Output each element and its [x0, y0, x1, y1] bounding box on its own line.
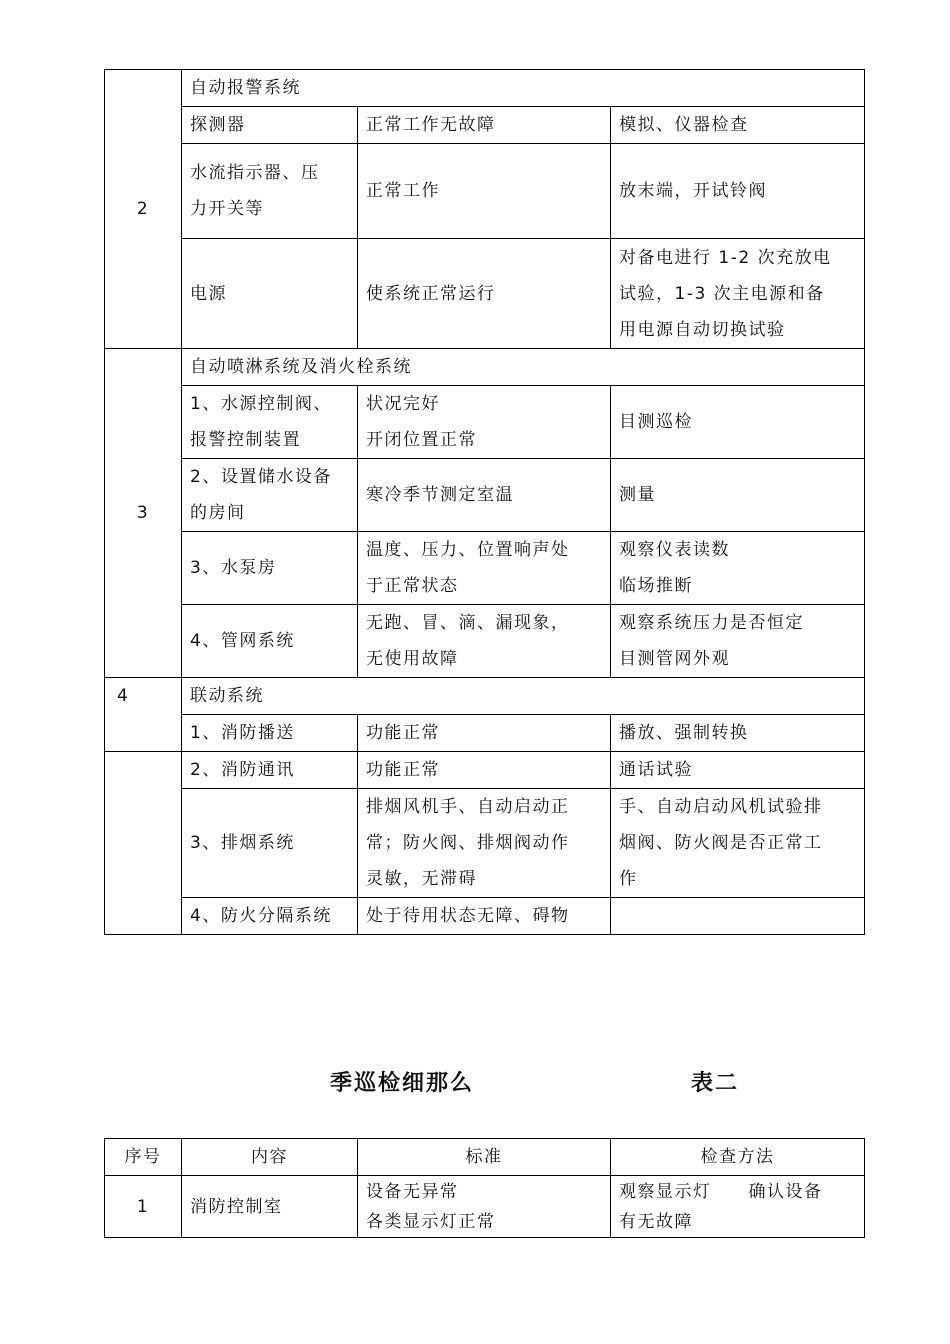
item-cell: 3、排烟系统: [182, 789, 358, 898]
row-number: 4: [105, 678, 182, 752]
item-cell: 4、防火分隔系统: [182, 898, 358, 935]
column-header-standard: 标准: [358, 1139, 611, 1176]
content-cell: 消防控制室: [182, 1176, 358, 1238]
standard-cell: 使系统正常运行: [358, 239, 611, 349]
method-cell: 放末端，开试铃阀: [611, 144, 865, 239]
method-cell: 目测巡检: [611, 386, 865, 459]
method-cell: 测量: [611, 459, 865, 532]
standard-cell: 处于待用状态无障、碍物: [358, 898, 611, 935]
column-header-seq: 序号: [105, 1139, 182, 1176]
method-cell: 观察仪表读数 临场推断: [611, 532, 865, 605]
standard-cell: 正常工作: [358, 144, 611, 239]
standard-cell: 状况完好 开闭位置正常: [358, 386, 611, 459]
item-cell: 1、消防播送: [182, 715, 358, 752]
inspection-table-1: [104, 69, 865, 935]
standard-cell: 寒冷季节测定室温: [358, 459, 611, 532]
standard-cell: 温度、压力、位置响声处 于正常状态: [358, 532, 611, 605]
section-header: 自动喷淋系统及消火栓系统: [182, 349, 865, 386]
method-cell: 观察显示灯 确认设备 有无故障: [611, 1176, 865, 1238]
standard-cell: 正常工作无故障: [358, 107, 611, 144]
method-cell: 播放、强制转换: [611, 715, 865, 752]
table-title: 季巡检细那么: [330, 1071, 475, 1096]
standard-cell: 功能正常: [358, 715, 611, 752]
standard-cell: 设备无异常 各类显示灯正常: [358, 1176, 611, 1238]
standard-cell: 功能正常: [358, 752, 611, 789]
item-cell: 4、管网系统: [182, 605, 358, 678]
method-cell: 对备电进行 1-2 次充放电 试验，1-3 次主电源和备 用电源自动切换试验: [611, 239, 865, 349]
section-header: 自动报警系统: [182, 70, 865, 107]
item-cell: 水流指示器、压 力开关等: [182, 144, 358, 239]
item-cell: 电源: [182, 239, 358, 349]
item-cell: 3、水泵房: [182, 532, 358, 605]
section-header: 联动系统: [182, 678, 865, 715]
column-header-content: 内容: [182, 1139, 358, 1176]
item-cell: 2、设置储水设备 的房间: [182, 459, 358, 532]
method-cell: 手、自动启动风机试验排 烟阀、防火阀是否正常工 作: [611, 789, 865, 898]
standard-cell: 排烟风机手、自动启动正 常；防火阀、排烟阀动作 灵敏，无滞碍: [358, 789, 611, 898]
method-cell: [611, 898, 865, 935]
table-number: 表二: [691, 1071, 740, 1096]
method-cell: 模拟、仪器检查: [611, 107, 865, 144]
item-cell: 探测器: [182, 107, 358, 144]
item-cell: 2、消防通讯: [182, 752, 358, 789]
standard-cell: 无跑、冒、滴、漏现象， 无使用故障: [358, 605, 611, 678]
row-number: 2: [105, 70, 182, 349]
item-cell: 1、水源控制阀、 报警控制装置: [182, 386, 358, 459]
column-header-method: 检查方法: [611, 1139, 865, 1176]
empty-number-cell: [105, 752, 182, 935]
row-number: 1: [105, 1176, 182, 1238]
method-cell: 观察系统压力是否恒定 目测管网外观: [611, 605, 865, 678]
row-number: 3: [105, 349, 182, 678]
inspection-table-2: [104, 1138, 865, 1238]
method-cell: 通话试验: [611, 752, 865, 789]
